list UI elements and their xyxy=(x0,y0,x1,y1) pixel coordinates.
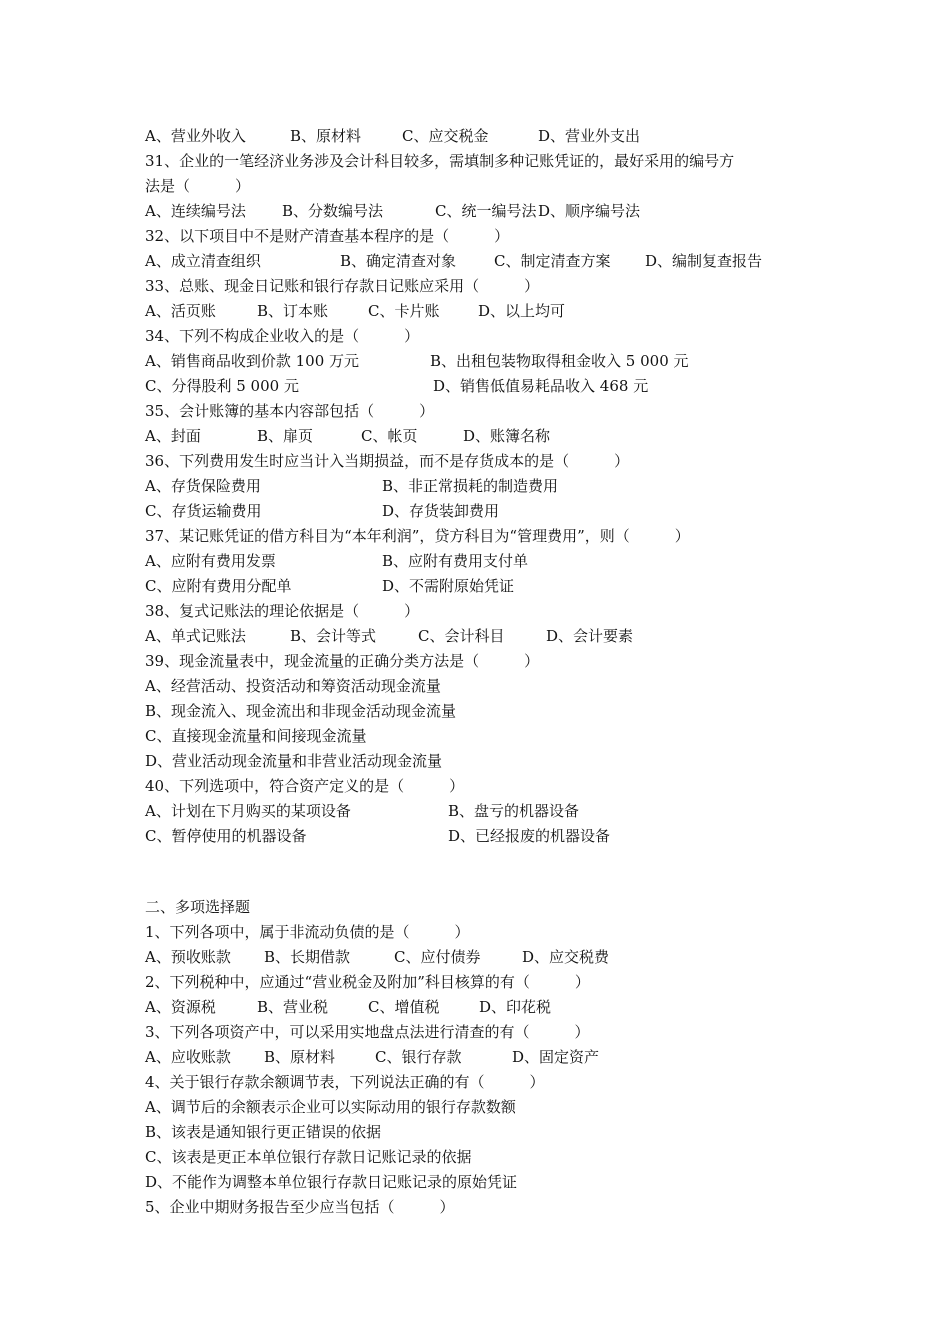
option-item: D、存货装卸费用 xyxy=(382,502,500,520)
option-item: D、已经报废的机器设备 xyxy=(448,827,611,845)
exam-content xyxy=(145,124,825,1220)
question-line: 31、企业的一笔经济业务涉及会计科目较多，需填制多种记账凭证的，最好采用的编号方 xyxy=(145,152,735,170)
question-line: 36、下列费用发生时应当计入当期损益，而不是存货成本的是（ ） xyxy=(145,452,630,470)
question-line: 2、下列税种中，应通过“营业税金及附加”科目核算的有（ ） xyxy=(145,973,590,991)
options-row xyxy=(145,995,825,1020)
option-item: A、活页账 xyxy=(145,302,216,320)
options-row xyxy=(145,249,825,274)
option-item: A、应收账款 xyxy=(145,1048,231,1066)
option-item: D、销售低值易耗品收入 468 元 xyxy=(433,377,649,395)
option-item: D、营业外支出 xyxy=(538,127,641,145)
option-item: B、原材料 xyxy=(264,1048,336,1066)
question-line: 33、总账、现金日记账和银行存款日记账应采用（ ） xyxy=(145,277,540,295)
option-item: B、营业税 xyxy=(257,998,329,1016)
option-item: D、账簿名称 xyxy=(463,427,551,445)
option-item: A、应附有费用发票 xyxy=(145,552,276,570)
option-item: B、订本账 xyxy=(257,302,329,320)
option-item: D、会计要素 xyxy=(546,627,634,645)
options-row xyxy=(145,549,825,574)
option-item: B、非正常损耗的制造费用 xyxy=(382,477,559,495)
options-row xyxy=(145,945,825,970)
option-item: B、会计等式 xyxy=(290,627,377,645)
question-line: 40、下列选项中，符合资产定义的是（ ） xyxy=(145,777,465,795)
option-item: A、连续编号法 xyxy=(145,202,246,220)
question-line: 4、关于银行存款余额调节表，下列说法正确的有（ ） xyxy=(145,1073,545,1091)
option-item: B、确定清查对象 xyxy=(340,252,457,270)
option-item: A、存货保险费用 xyxy=(145,477,261,495)
option-item: B、扉页 xyxy=(257,427,314,445)
options-row xyxy=(145,124,825,149)
question-line: A、调节后的余额表示企业可以实际动用的银行存款数额 xyxy=(145,1098,516,1116)
question-line: 39、现金流量表中，现金流量的正确分类方法是（ ） xyxy=(145,652,540,670)
option-item: D、编制复查报告 xyxy=(645,252,763,270)
question-line: 法是（ ） xyxy=(145,177,251,195)
options-row xyxy=(145,199,825,224)
option-item: C、存货运输费用 xyxy=(145,502,262,520)
option-item: A、销售商品收到价款 100 万元 xyxy=(145,352,360,370)
question-line: 38、复式记账法的理论依据是（ ） xyxy=(145,602,420,620)
question-line: C、直接现金流量和间接现金流量 xyxy=(145,727,367,745)
option-item: A、单式记账法 xyxy=(145,627,246,645)
option-item: A、计划在下月购买的某项设备 xyxy=(145,802,351,820)
option-item: A、成立清查组织 xyxy=(145,252,261,270)
question-line: D、不能作为调整本单位银行存款日记账记录的原始凭证 xyxy=(145,1173,518,1191)
option-item: C、应交税金 xyxy=(402,127,489,145)
option-item: D、顺序编号法 xyxy=(538,202,641,220)
option-item: C、统一编号法 xyxy=(435,202,537,220)
option-item: C、制定清查方案 xyxy=(494,252,611,270)
option-item: B、应附有费用支付单 xyxy=(382,552,529,570)
option-item: C、暂停使用的机器设备 xyxy=(145,827,307,845)
options-row xyxy=(145,424,825,449)
option-item: B、长期借款 xyxy=(264,948,351,966)
option-item: D、固定资产 xyxy=(512,1048,600,1066)
question-line: 5、企业中期财务报告至少应当包括（ ） xyxy=(145,1198,455,1216)
option-item: D、印花税 xyxy=(479,998,552,1016)
option-item: C、卡片账 xyxy=(368,302,440,320)
option-item: A、封面 xyxy=(145,427,201,445)
option-item: C、分得股利 5 000 元 xyxy=(145,377,299,395)
option-item: C、帐页 xyxy=(361,427,418,445)
question-line: 34、下列不构成企业收入的是（ ） xyxy=(145,327,420,345)
options-row xyxy=(145,499,825,524)
question-line: D、营业活动现金流量和非营业活动现金流量 xyxy=(145,752,443,770)
option-item: D、以上均可 xyxy=(478,302,566,320)
options-row xyxy=(145,574,825,599)
option-item: D、应交税费 xyxy=(522,948,610,966)
option-item: C、应附有费用分配单 xyxy=(145,577,292,595)
section-gap xyxy=(145,849,825,895)
option-item: B、出租包装物取得租金收入 5 000 元 xyxy=(430,352,689,370)
option-item: C、会计科目 xyxy=(418,627,505,645)
option-item: B、原材料 xyxy=(290,127,362,145)
options-row xyxy=(145,624,825,649)
options-row xyxy=(145,824,825,849)
option-item: A、营业外收入 xyxy=(145,127,246,145)
options-row xyxy=(145,474,825,499)
options-row xyxy=(145,1045,825,1070)
section-heading: 二、多项选择题 xyxy=(145,898,251,916)
option-item: C、增值税 xyxy=(368,998,440,1016)
option-item: A、资源税 xyxy=(145,998,216,1016)
question-line: B、现金流入、现金流出和非现金活动现金流量 xyxy=(145,702,457,720)
question-line: 1、下列各项中，属于非流动负债的是（ ） xyxy=(145,923,470,941)
question-line: B、该表是通知银行更正错误的依据 xyxy=(145,1123,382,1141)
option-item: D、不需附原始凭证 xyxy=(382,577,515,595)
question-line: C、该表是更正本单位银行存款日记账记录的依据 xyxy=(145,1148,472,1166)
question-line: 37、某记账凭证的借方科目为“本年利润”，贷方科目为“管理费用”，则（ ） xyxy=(145,527,690,545)
multiple-choice-section xyxy=(145,895,825,1220)
option-item: C、应付债券 xyxy=(394,948,481,966)
options-row xyxy=(145,374,825,399)
option-item: B、分数编号法 xyxy=(282,202,384,220)
options-row xyxy=(145,349,825,374)
question-line: 35、会计账簿的基本内容部包括（ ） xyxy=(145,402,435,420)
question-line: 3、下列各项资产中，可以采用实地盘点法进行清查的有（ ） xyxy=(145,1023,590,1041)
single-choice-section xyxy=(145,124,825,849)
option-item: B、盘亏的机器设备 xyxy=(448,802,580,820)
question-line: 32、以下项目中不是财产清查基本程序的是（ ） xyxy=(145,227,510,245)
options-row xyxy=(145,799,825,824)
options-row xyxy=(145,299,825,324)
option-item: C、银行存款 xyxy=(375,1048,462,1066)
option-item: A、预收账款 xyxy=(145,948,231,966)
question-line: A、经营活动、投资活动和筹资活动现金流量 xyxy=(145,677,441,695)
